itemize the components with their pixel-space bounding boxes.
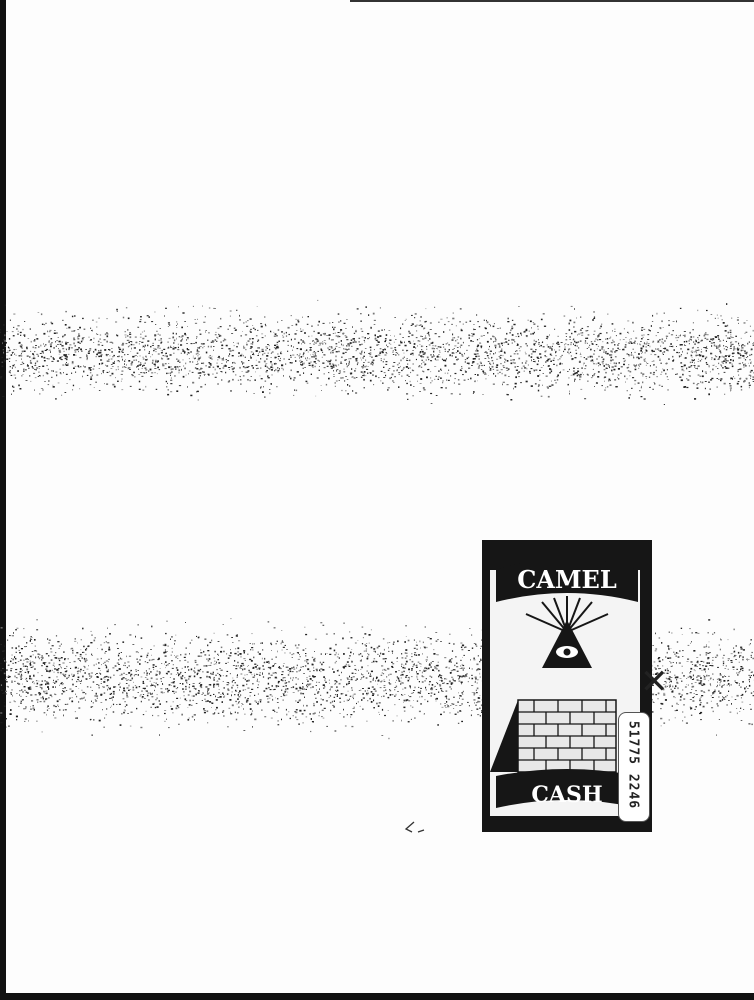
scan-edge-left <box>0 0 6 1000</box>
scan-edge-top <box>350 0 754 2</box>
tracking-number: 51775 2246 <box>625 720 641 810</box>
x-mark-icon: ✕ <box>640 662 669 702</box>
coupon-brand: CAMEL <box>517 565 617 594</box>
scan-noise-band-upper <box>0 298 754 408</box>
coupon-label: CASH <box>531 782 603 808</box>
pen-scribble-icon <box>404 820 428 836</box>
noise-texture <box>0 298 754 408</box>
scan-edge-bottom <box>0 993 754 1000</box>
